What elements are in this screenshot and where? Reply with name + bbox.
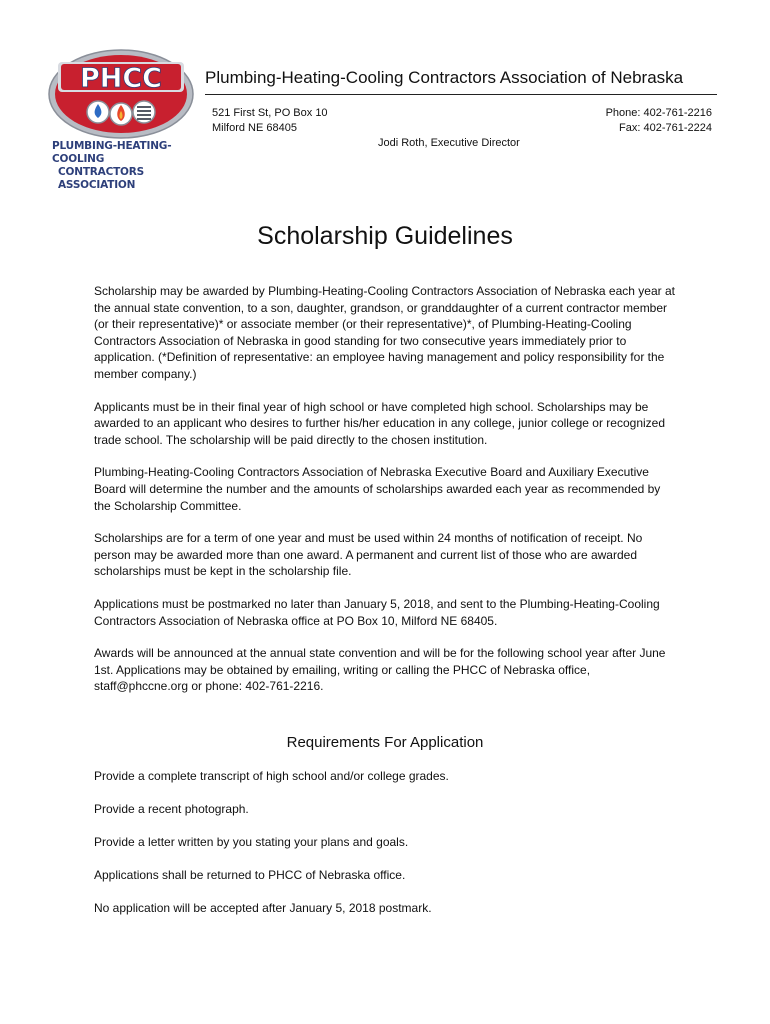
requirement-item: Provide a recent photograph. <box>94 802 249 816</box>
requirement-item: Provide a complete transcript of high school and/or college grades. <box>94 769 449 783</box>
paragraph-eligibility: Scholarship may be awarded by Plumbing-Heating-Cooling Contractors Association of Nebraska each year at the annual state convention, to a son, daughter, grandson, or granddaughter of a current contractor member (or their representative)* or associate member (or their representative)*, of Plumbing-Heating-Cooling Contractors Association of Nebraska in good standing for two consecutive years immediately prior to application. (*Definition of representative: an employee having management and policy responsibility for the member company.) <box>94 284 675 381</box>
paragraph-board: Plumbing-Heating-Cooling Contractors Association of Nebraska Executive Board and Auxiliary Executive Board will determine the number and the amounts of scholarships awarded each year as recommended by the Scholarship Committee. <box>94 465 661 513</box>
fax-number: Fax: 402-761-2224 <box>619 122 712 134</box>
requirement-item: Provide a letter written by you stating your plans and goals. <box>94 835 409 849</box>
paragraph-applicants: Applicants must be in their final year of high school or have completed high school. Scholarships may be awarded to an applicant who desires to further his/her education in any college, junior college or recognized trade school. The scholarship will be paid directly to the chosen institution. <box>94 399 666 447</box>
paragraph-awards: Awards will be announced at the annual state convention and will be for the following school year after June 1st. Applications may be obtained by emailing, writing or calling the PHCC of Nebraska office, staff@phccne.org or phone: 402-761-2216. <box>94 646 666 694</box>
page-title: Scholarship Guidelines <box>257 222 513 250</box>
paragraph-terms: Scholarships are for a term of one year and must be used within 24 months of notification of receipt. No person may be awarded more than one award. A permanent and current list of those who are awarded scholarships must be kept in the scholarship file. <box>94 531 643 579</box>
phone-number: Phone: 402-761-2216 <box>605 107 712 119</box>
organization-name: Plumbing-Heating-Cooling Contractors Association of Nebraska <box>205 68 684 87</box>
logo-wordmark: PHCC <box>79 63 163 94</box>
paragraph-deadline: Applications must be postmarked no later than January 5, 2018, and sent to the Plumbing-Heating-Cooling Contractors Association of Nebraska office at PO Box 10, Milford NE 68405. <box>94 596 660 628</box>
requirement-item: No application will be accepted after January 5, 2018 postmark. <box>94 901 432 915</box>
address-line2: Milford NE 68405 <box>212 122 297 134</box>
logo-caption <box>52 140 202 192</box>
guidelines-body <box>94 283 676 711</box>
header-divider <box>205 94 717 95</box>
logo-caption-line1: PLUMBING-HEATING-COOLING <box>52 140 172 165</box>
logo-caption-line2: CONTRACTORS ASSOCIATION <box>58 166 145 191</box>
address-block <box>212 106 328 136</box>
address-line1: 521 First St, PO Box 10 <box>212 107 328 119</box>
requirements-list <box>94 768 694 933</box>
executive-director: Jodi Roth, Executive Director <box>378 137 520 149</box>
contact-block <box>606 106 712 136</box>
requirement-item: Applications shall be returned to PHCC of Nebraska office. <box>94 868 406 882</box>
requirements-heading: Requirements For Application <box>286 734 484 751</box>
